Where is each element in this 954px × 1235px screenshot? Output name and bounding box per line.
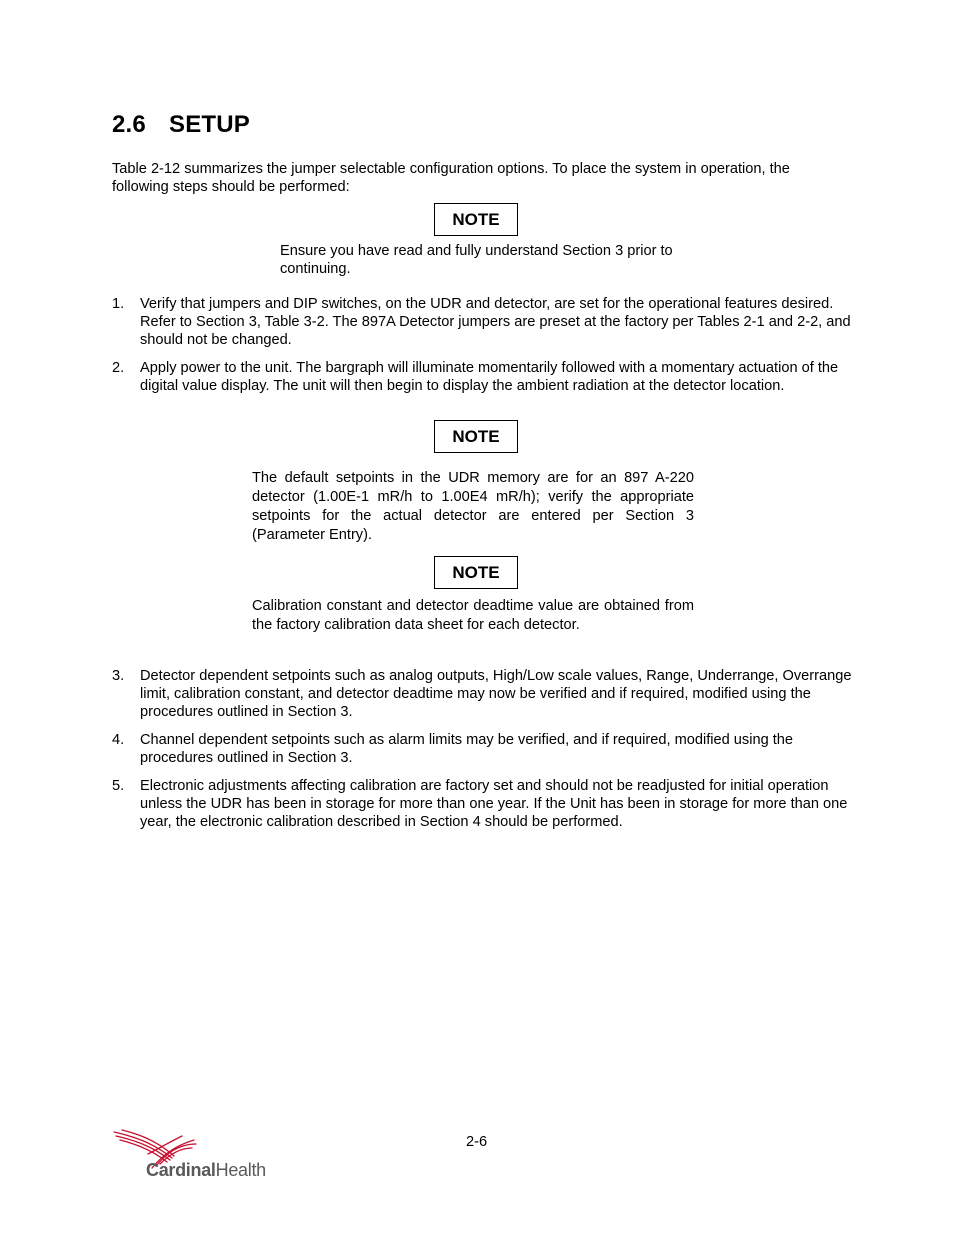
section-heading — [112, 111, 250, 139]
intro-paragraph: Table 2-12 summarizes the jumper selectable configuration options. To place the system in operation, the following steps should be performed: — [112, 161, 790, 195]
note-text: Ensure you have read and fully understand Section 3 prior to continuing. — [280, 243, 673, 277]
list-item-number: 4. — [112, 732, 125, 748]
note-label: NOTE — [434, 203, 518, 236]
list-item-number: 2. — [112, 360, 125, 376]
note-text: The default setpoints in the UDR memory are for an 897 A-220 detector (1.00E-1 mR/h to 1.00E4 mR/h); verify the appropriate setpoints for the actual detector are entered per Section 3 (Parameter Entry). — [252, 470, 694, 543]
list-item-text: Detector dependent setpoints such as analog outputs, High/Low scale values, Range, Underrange, Overrange limit, calibration constant, and detector deadtime may now be verified and if required, modified using the procedures outlined in Section 3. — [140, 668, 852, 720]
list-item-number: 3. — [112, 668, 125, 684]
list-item-text: Electronic adjustments affecting calibration are factory set and should not be readjusted for initial operation unless the UDR has been in storage for more than one year. If the Unit has been in storage for more than one year, the electronic calibration described in Section 4 should be performed. — [140, 778, 848, 830]
note-label: NOTE — [434, 556, 518, 589]
list-item-text: Channel dependent setpoints such as alarm limits may be verified, and if required, modified using the procedures outlined in Section 3. — [140, 732, 794, 766]
section-number: 2.6 — [112, 111, 146, 138]
logo-wordmark: CardinalHealth — [146, 1160, 266, 1180]
list-item-text: Verify that jumpers and DIP switches, on the UDR and detector, are set for the operational features desired. Refer to Section 3, Table 3-2. The 897A Detector jumpers are preset at the factory per Tables 2-1 and 2-2, and should not be changed. — [140, 296, 851, 348]
list-item-text: Apply power to the unit. The bargraph will illuminate momentarily followed with a momentary actuation of the digital value display. The unit will then begin to display the ambient radiation at the detector location. — [140, 360, 839, 394]
list-item-number: 1. — [112, 296, 125, 312]
page-number: 2-6 — [466, 1134, 488, 1150]
note-text: Calibration constant and detector deadtime value are obtained from the factory calibration data sheet for each detector. — [252, 598, 694, 633]
list-item-number: 5. — [112, 778, 125, 794]
note-label: NOTE — [434, 420, 518, 453]
section-title: SETUP — [169, 111, 251, 138]
